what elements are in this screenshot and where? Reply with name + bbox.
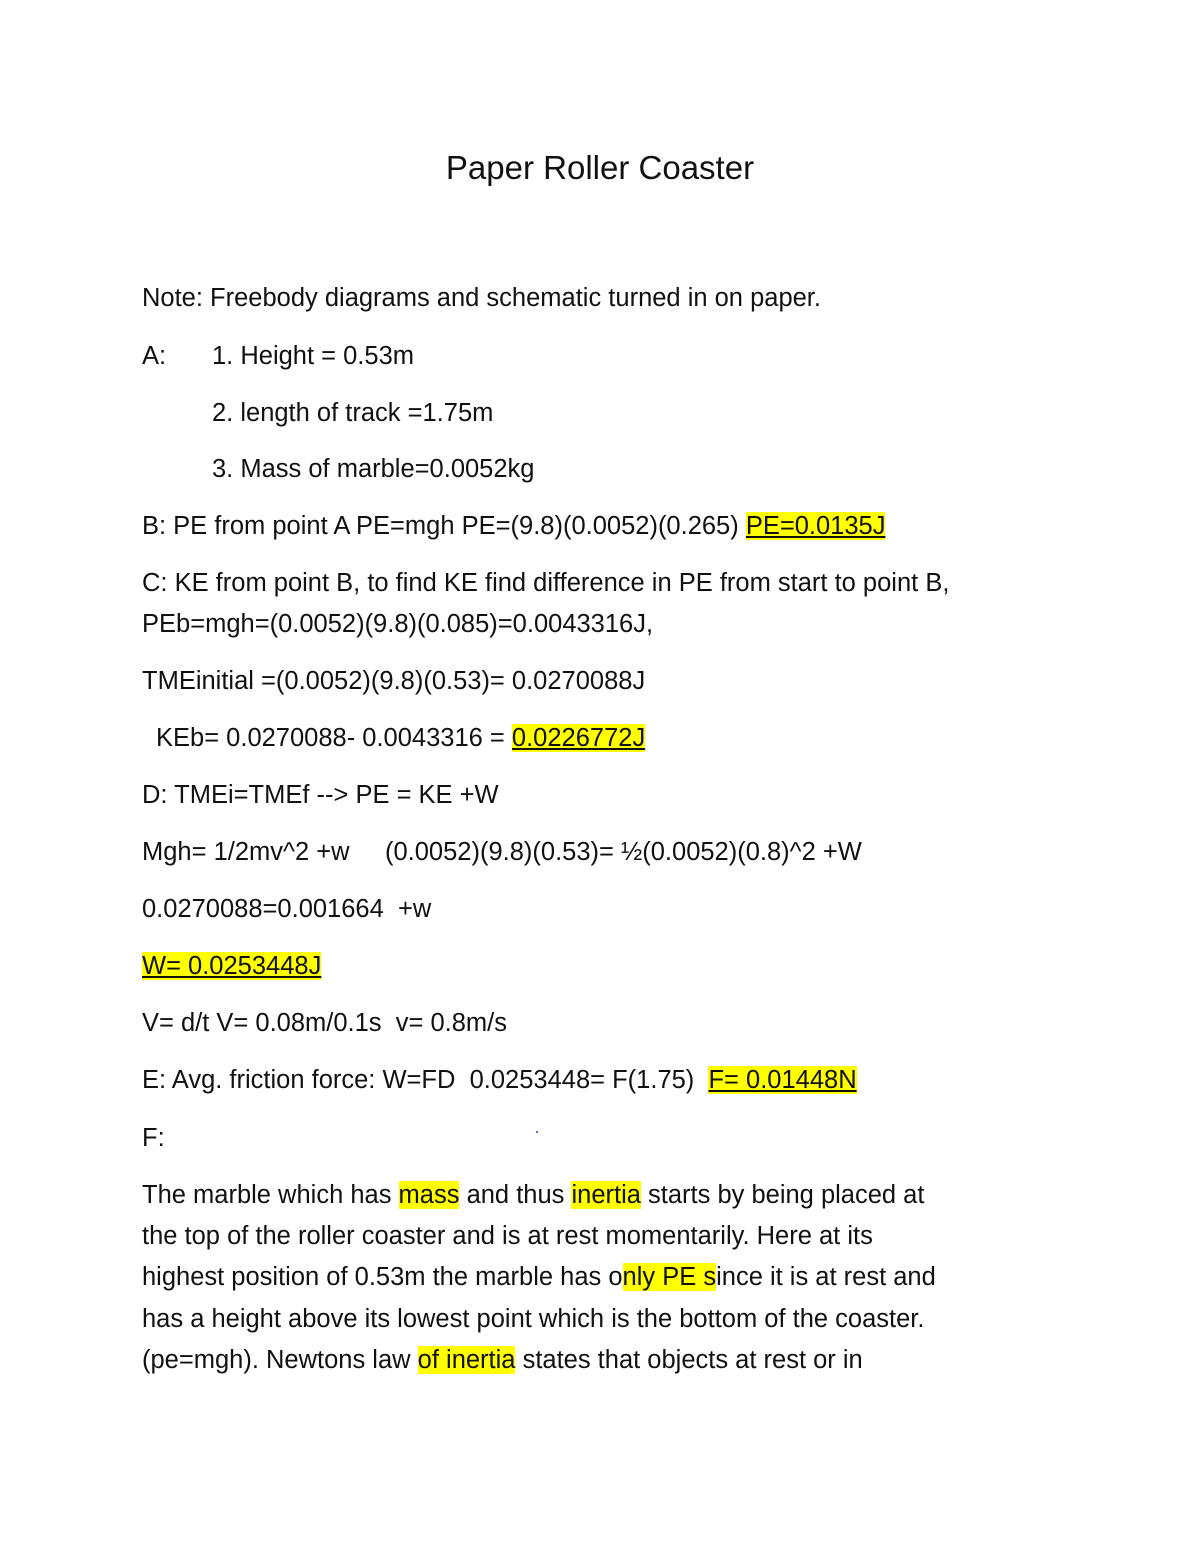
part-f-paragraph-line-5: (pe=mgh). Newtons law of inertia states that objects at rest or in [142, 1346, 863, 1374]
part-f-paragraph-line-2: the top of the roller coaster and is at rest momentarily. Here at its [142, 1222, 873, 1250]
highlight-of-inertia: of inertia [417, 1346, 516, 1374]
part-a-item-1: A: 1. Height = 0.53m [142, 339, 414, 373]
part-a-item-2: 2. length of track =1.75m [212, 399, 494, 427]
highlight-only-pe: nly PE s [622, 1263, 717, 1291]
part-a-label: A: [142, 342, 167, 370]
highlight-inertia: inertia [571, 1181, 641, 1209]
part-e-answer: F= 0.01448N [708, 1066, 857, 1094]
part-e-line: E: Avg. friction force: W=FD 0.0253448= F(1.75) F= 0.01448N [142, 1066, 857, 1094]
part-c-line-3: TMEinitial =(0.0052)(9.8)(0.53)= 0.0270088J [142, 667, 646, 695]
part-d-line-3: 0.0270088=0.001664 +w [142, 895, 432, 923]
part-f-paragraph-line-1: The marble which has mass and thus inertia starts by being placed at [142, 1181, 925, 1209]
part-b-answer: PE=0.0135J [745, 512, 886, 540]
part-d-line-1: D: TMEi=TMEf --> PE = KE +W [142, 781, 499, 809]
part-f-label: F: [142, 1124, 165, 1152]
part-c-answer: 0.0226772J [511, 724, 646, 752]
part-d-line-5: V= d/t V= 0.08m/0.1s v= 0.8m/s [142, 1009, 507, 1037]
part-c-line-2: PEb=mgh=(0.0052)(9.8)(0.085)=0.0043316J, [142, 610, 654, 638]
note-line: Note: Freebody diagrams and schematic turned in on paper. [142, 284, 821, 312]
page-title: Paper Roller Coaster [445, 149, 755, 186]
part-c-line-1: C: KE from point B, to find KE find difference in PE from start to point B, [142, 569, 950, 597]
part-f-paragraph-line-4: has a height above its lowest point which is the bottom of the coaster. [142, 1305, 925, 1333]
part-d-line-2: Mgh= 1/2mv^2 +w (0.0052)(9.8)(0.53)= ½(0.0052)(0.8)^2 +W [142, 838, 862, 866]
part-d-answer: W= 0.0253448J [142, 952, 322, 980]
part-c-line-4: KEb= 0.0270088- 0.0043316 = 0.0226772J [156, 724, 646, 752]
part-b-line: B: PE from point A PE=mgh PE=(9.8)(0.0052)(0.265) PE=0.0135J [142, 512, 886, 540]
highlight-mass: mass [398, 1181, 460, 1209]
part-d-answer-line [142, 949, 321, 983]
part-a-item-3: 3. Mass of marble=0.0052kg [212, 455, 535, 483]
stray-dot [536, 1131, 538, 1133]
part-f-paragraph-line-3: highest position of 0.53m the marble has only PE since it is at rest and [142, 1263, 936, 1291]
